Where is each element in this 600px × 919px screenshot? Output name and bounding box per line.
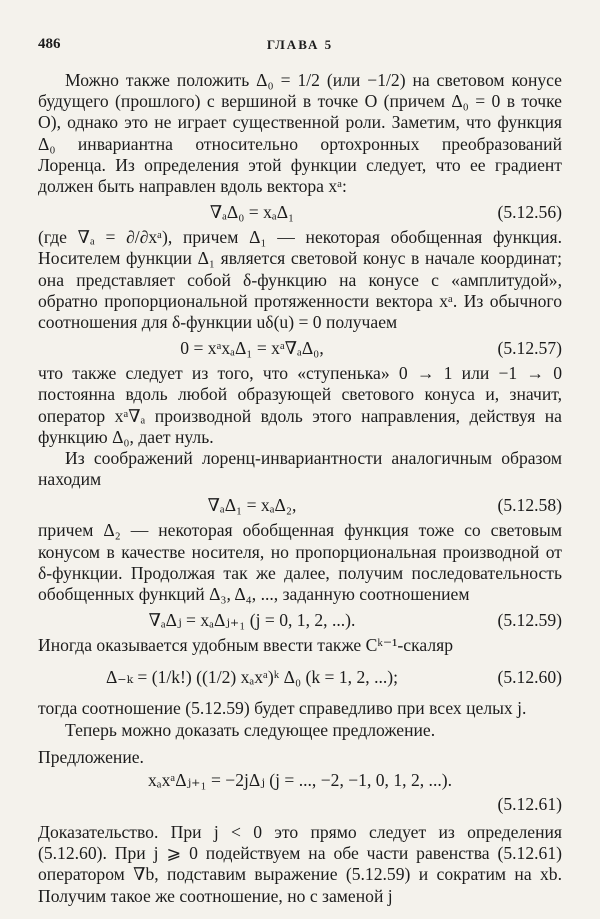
paragraph-4: Из соображений лоренц-инвариантности аналогичным образом находим	[38, 448, 562, 490]
chapter-title: ГЛАВА 5	[266, 37, 334, 52]
equation-formula: ∇ₐΔ₀ = xₐΔ₁	[209, 201, 295, 222]
paragraph-5: причем Δ₂ — некоторая обобщенная функция тоже со световым конусом в качестве носителя, но пропорциональная производной от δ-функции. Продолжая так же далее, получим последовательность обобщенных функций Δ₃, Δ₄, ..., заданную соотношением	[38, 520, 562, 605]
equation-formula: 0 = xᵃxₐΔ₁ = xᵃ∇ₐΔ₀,	[180, 337, 324, 358]
equation-5-12-59	[38, 605, 562, 635]
equation-number: (5.12.59)	[497, 609, 562, 630]
equation-formula: ∇ₐΔⱼ = xₐΔⱼ₊₁ (j = 0, 1, 2, ...).	[148, 609, 356, 630]
paragraph-6: Иногда оказывается удобным ввести также Cᵏ⁻¹-скаляр	[38, 635, 454, 656]
equation-formula: xₐxᵃΔⱼ₊₁ = −2jΔⱼ (j = ..., −2, −1, 0, 1, 2, ...).	[147, 770, 452, 791]
equation-5-12-57	[38, 333, 562, 363]
page-number: 486	[38, 36, 61, 52]
equation-number: (5.12.57)	[497, 337, 562, 358]
page-body	[38, 70, 562, 907]
equation-number: (5.12.58)	[497, 494, 562, 515]
paragraph-10: Доказательство. При j < 0 это прямо следует из определения (5.12.60). При j ⩾ 0 подействуем на обе части равенства (5.12.61) оператором ∇b, подставим выражение (5.12.59) и сократим на xb. Получим такое же соотношение, но с заменой j	[38, 822, 562, 906]
running-header	[38, 36, 562, 56]
equation-formula: ∇ₐΔ₁ = xₐΔ₂,	[207, 494, 297, 515]
equation-5-12-56	[38, 197, 562, 227]
paragraph-3: что также следует из того, что «ступенька» 0 → 1 или −1 → 0 постоянна вдоль любой образующей светового конуса и, значит, оператор xᵃ∇ₐ производной вдоль этого направления, действуя на функцию Δ₀, дает нуль.	[38, 363, 562, 447]
paragraph-2: (где ∇ₐ = ∂/∂xᵃ), причем Δ₁ — некоторая обобщенная функция. Носителем функции Δ₁ является световой конус в начале координат; она представляет собой δ-функцию на конусе с «амплитудой», обратно пропорциональной протяженности вектора xᵃ. Из обычного соотношения для δ-функции uδ(u) = 0 получаем	[38, 227, 562, 333]
paragraph-8: Теперь можно доказать следующее предложение.	[65, 719, 436, 740]
equation-formula: Δ₋ₖ = (1/k!) ((1/2) xₐxᵃ)ᵏ Δ₀ (k = 1, 2, ...);	[105, 666, 399, 687]
equation-number: (5.12.61)	[497, 794, 562, 815]
equation-number: (5.12.60)	[497, 666, 562, 687]
paragraph-9: Предложение.	[38, 746, 144, 767]
paragraph-1: Можно также положить Δ₀ = 1/2 (или −1/2) на световом конусе будущего (прошлого) с вершиной в точке O (причем Δ₀ = 0 в точке O), однако это не играет существенной роли. Заметим, что функция Δ₀ инвариантна относительно ортохронных преобразований Лоренца. Из определения этой функции следует, что ее градиент должен быть направлен вдоль вектора xᵃ:	[38, 70, 562, 197]
equation-5-12-60	[38, 656, 562, 698]
equation-number: (5.12.56)	[497, 201, 562, 222]
equation-5-12-58	[38, 490, 562, 520]
paragraph-7: тогда соотношение (5.12.59) будет справедливо при всех целых j.	[38, 698, 527, 719]
equation-5-12-61	[38, 768, 562, 794]
